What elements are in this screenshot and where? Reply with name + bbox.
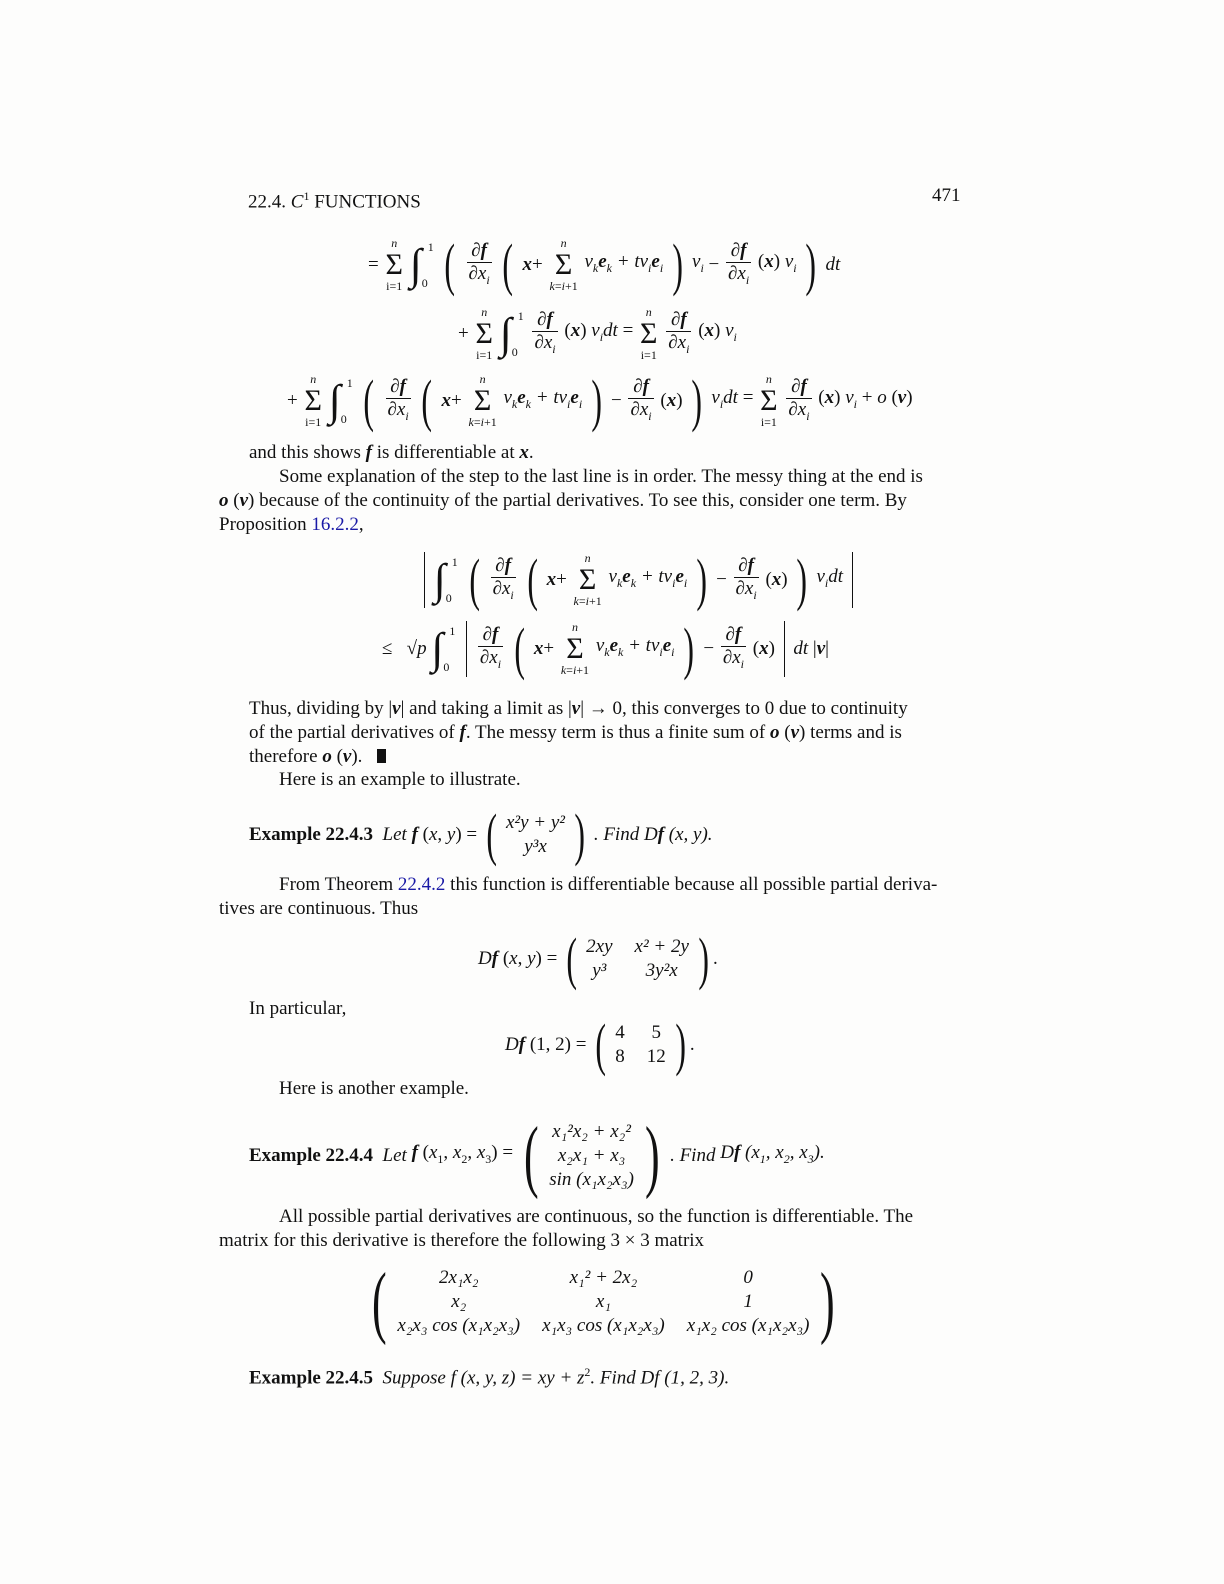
qed-symbol xyxy=(377,749,386,763)
paragraph-shows: and this shows f is differentiable at x. xyxy=(249,442,534,463)
inequality-line-2: ≤ √p ∫ 1 0 $\frac{\partial f}{\partial x_i}$ ( x+ n Σ k=i+1 $v_ke_k + tv_ie_i$ ) − $\frac{\partial f}{\partial x_i}$ (x) dt |v| xyxy=(382,616,829,681)
example-22-4-3: Example 22.4.3 Let f (x, y) = ( x²y + y² y³x ) . Find Df (x, y). xyxy=(249,802,713,867)
proposition-link[interactable]: 16.2.2 xyxy=(311,514,359,535)
df-12-equation: Df (1, 2) = ( 4 5 8 12 ) . xyxy=(505,1012,695,1077)
example-22-4-4: Example 22.4.4 Let f ($x_1$, $x_2$, $x_3$) = ( x₁²x₂ + x₂² x₂x₁ + x₃ sin (x₁x₂x₃) ) . Find Df ($x_1$, $x_2$, $x_3$). xyxy=(249,1112,825,1200)
page-number: 471 xyxy=(932,185,961,206)
equation-line-2: + n Σ i=1 ∫ 1 0 $\frac{\partial f}{\partial x_i}$ (x) $v_idt$ = n Σ i=1 $\frac{\partial f}{\partial x_i}$ (x) $v_i$ xyxy=(458,305,737,362)
example-22-4-5: Example 22.4.5 Suppose f (x, y, z) = xy + $z^2$. Find Df (1, 2, 3). xyxy=(249,1365,730,1389)
paragraph-here2: Here is another example. xyxy=(279,1078,469,1099)
paragraph-here1: Here is an example to illustrate. xyxy=(279,769,521,790)
jacobian-3x3-matrix: ( 2x₁x₂ x₁² + 2x₂ 0 x₂ x₁ 1 x₂x₃ cos (x₁x₂x₃) x₁x₃ cos (x₁x₂x₃) x₁x₂ cos (x₁x₂x₃) ) xyxy=(371,1258,835,1346)
paragraph-thus: Thus, dividing by |v| and taking a limit as |v| → 0, this converges to 0 due to continuity of the partial derivatives of f. The messy term is thus a finite sum of o (v) terms and is therefore o (v). xyxy=(249,698,908,767)
section-number: 22.4. xyxy=(248,191,286,213)
inequality-line-1: ∫ 1 0 ( $\frac{\partial f}{\partial x_i}$ ( x+ n Σ k=i+1 $v_ke_k + tv_ie_i$ ) − $\frac{\partial f}{\partial x_i}$ (x) ) $v_idt$ xyxy=(420,551,857,609)
paragraph-from-theorem: From Theorem 22.4.2 this function is differentiable because all possible partial deriva- tives are continuous. Thus xyxy=(219,874,938,919)
df-xy-equation: Df (x, y) = ( 2xy x² + 2y y³ 3y²x ) . xyxy=(478,926,718,991)
section-title: FUNCTIONS xyxy=(309,191,421,213)
paragraph-all-possible: All possible partial derivatives are continuous, so the function is differentiable. The matrix for this derivative is therefore the following 3 × 3 matrix xyxy=(219,1206,914,1251)
equation-line-3: + n Σ i=1 ∫ 1 0 ( $\frac{\partial f}{\partial x_i}$ ( x+ n Σ k=i+1 $v_ke_k + tv_ie_i$ ) − $\frac{\partial f}{\partial x_i}$ (x) ) $v_idt$ = n Σ i=1 $\frac{\partial f}{\partial x_i}$ (x) $v_i + o$ (v) xyxy=(287,368,913,433)
running-header: 22.4. $C^1$ FUNCTIONS xyxy=(248,189,421,213)
paragraph-in-particular: In particular, xyxy=(249,998,347,1019)
paragraph-explanation: Some explanation of the step to the last line is in order. The messy thing at the end is o (v) because of the continuity of the partial derivatives. To see this, consider one term. By Proposition 16.2.2, xyxy=(219,466,923,535)
theorem-link[interactable]: 22.4.2 xyxy=(397,874,446,895)
equation-line-1: = n Σ i=1 ∫ 1 0 ( $\frac{\partial f}{\partial x_i}$ ( x+ n Σ k=i+1 $v_ke_k + tv_ie_i$ ) $v_i$ − $\frac{\partial f}{\partial x_i}$ (x) $v_i$ ) dt xyxy=(368,232,841,297)
